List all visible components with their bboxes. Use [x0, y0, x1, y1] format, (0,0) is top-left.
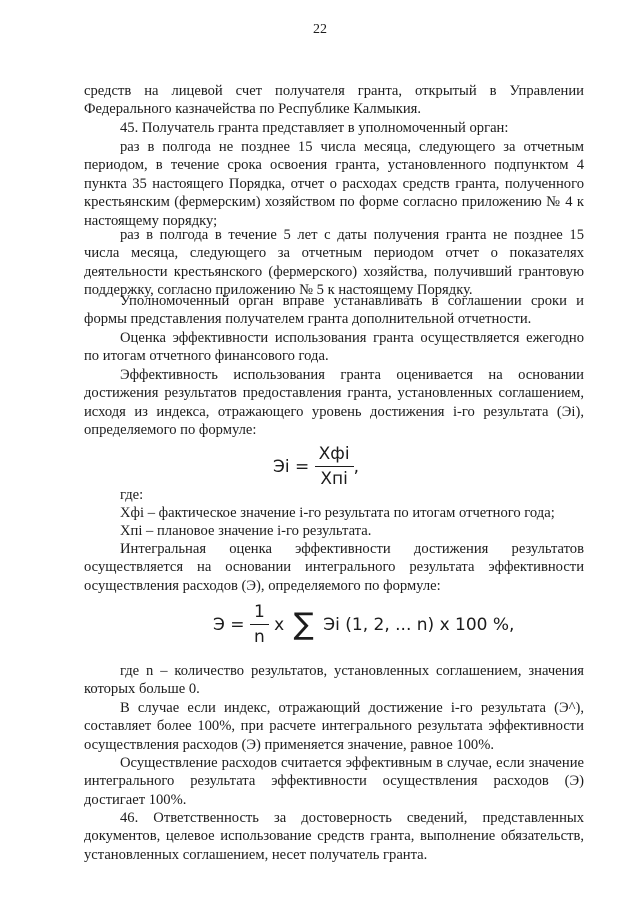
formula-integral-rhs: Эi (1, 2, ... n) x 100 %,	[323, 614, 515, 635]
formula-integral-times: x	[274, 614, 285, 635]
formula-integral-lhs: Э =	[213, 614, 245, 635]
paragraph-10: Хпi – плановое значение i-го результата.	[120, 523, 372, 539]
page-number: 22	[313, 22, 327, 37]
paragraph-9: Хфi – фактическое значение i-го результата по итогам отчетного года;	[120, 505, 555, 521]
formula-integral-numerator: 1	[250, 602, 269, 625]
paragraph-5: Уполномоченный орган вправе устанавливать в соглашении сроки и формы представления получателем гранта дополнительной отчетности.	[84, 293, 584, 328]
paragraph-11: Интегральная оценка эффективности достижения результатов осуществляется на основании интегрального результата эффективности осуществления расходов (Э), определяемого по формуле:	[84, 541, 584, 594]
paragraph-2: 45. Получатель гранта представляет в уполномоченный орган:	[120, 120, 509, 136]
paragraph-15: 46. Ответственность за достоверность сведений, представленных документов, целевое использование средств гранта, выполнение обязательств, установленных соглашением, несет получатель гранта.	[84, 810, 584, 863]
paragraph-7: Эффективность использования гранта оценивается на основании достижения результатов предоставления гранта, установленных соглашением, исходя из индекса, отражающего уровень достижения i-го результата (Эi), определяемого по формуле:	[84, 367, 584, 439]
paragraph-13: В случае если индекс, отражающий достижение i-го результата (Э^), составляет более 100%, при расчете интегрального результата эффективности осуществления расходов (Э) применяется значение, равное 100%.	[84, 700, 584, 753]
sum-sigma-icon: ∑	[293, 607, 314, 642]
formula-integral	[213, 602, 514, 647]
formula-index-trail: ,	[353, 456, 359, 477]
formula-index	[273, 444, 359, 489]
formula-integral-denominator: n	[253, 627, 265, 647]
paragraph-3: раз в полгода не позднее 15 числа месяца, следующего за отчетным периодом, в течение срока освоения гранта, установленного подпунктом 4 пункта 35 настоящего Порядка, отчет о расходах средств гранта, полученного крестьянским (фермерским) хозяйством по форме согласно приложению № 4 к настоящему порядку;	[84, 139, 584, 229]
paragraph-12: где n – количество результатов, установленных соглашением, значения которых больше 0.	[84, 663, 584, 698]
paragraph-4: раз в полгода в течение 5 лет с даты получения гранта не позднее 15 числа месяца, следующего за отчетным периодом отчет о показателях деятельности крестьянского (фермерского) хозяйства, получивший грантовую поддержку, согласно приложению № 5 к настоящему Порядку.	[84, 227, 584, 299]
paragraph-8: где:	[120, 487, 144, 503]
paragraph-6: Оценка эффективности использования гранта осуществляется ежегодно по итогам отчетного финансового года.	[84, 330, 584, 365]
formula-index-denominator: Хпi	[320, 469, 348, 489]
paragraph-1: средств на лицевой счет получателя гранта, открытый в Управлении Федерального казначейства по Республике Калмыкия.	[84, 83, 584, 118]
formula-index-numerator: Хфi	[315, 444, 354, 467]
formula-index-lhs: Эi =	[273, 456, 310, 477]
formula-integral-fraction	[250, 602, 269, 647]
paragraph-14: Осуществление расходов считается эффективным в случае, если значение интегрального результата эффективности осуществления расходов (Э) достигает 100%.	[84, 755, 584, 808]
formula-index-fraction	[315, 444, 354, 489]
